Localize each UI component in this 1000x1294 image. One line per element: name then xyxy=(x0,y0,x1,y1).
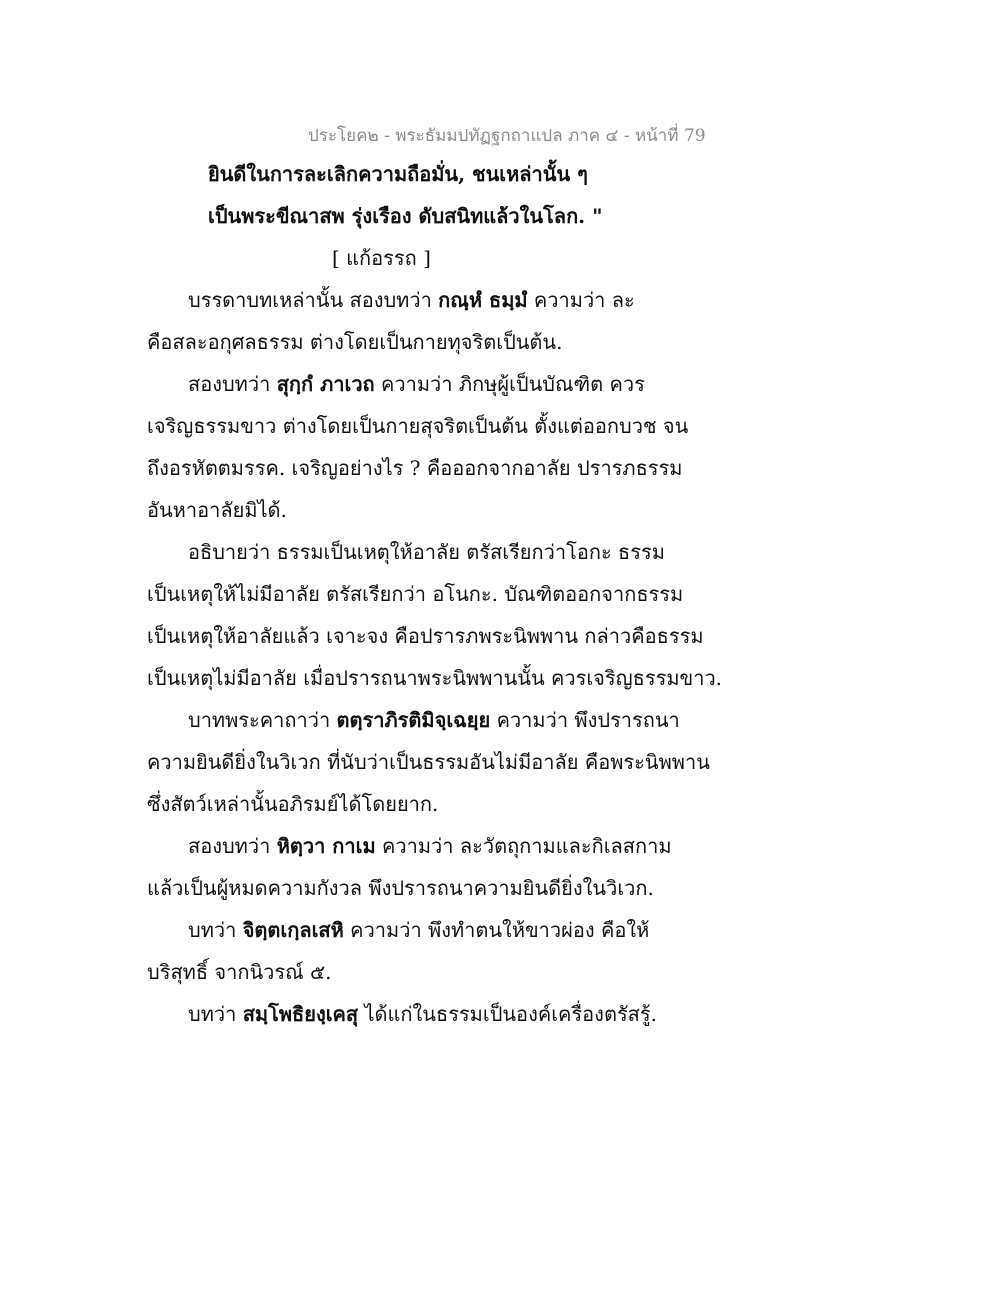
paragraph-6-line-2: บริสุทธิ์ จากนิวรณ์ ๕. xyxy=(147,960,332,984)
text: ความว่า ภิกษุผู้เป็นบัณฑิต ควร xyxy=(374,372,645,396)
paragraph-1-line-1 xyxy=(188,286,635,314)
paragraph-3-line-1: อธิบายว่า ธรรมเป็นเหตุให้อาลัย ตรัสเรียกว่าโอกะ ธรรม xyxy=(188,540,665,564)
paragraph-1-line-2: คือสละอกุศลธรรม ต่างโดยเป็นกายทุจริตเป็นต้น. xyxy=(147,330,563,354)
pali-term: กณฺหํ ธมฺมํ xyxy=(438,288,528,312)
pali-term: จิตฺตเกฺลเสหิ xyxy=(242,918,344,942)
text: ความว่า พึงทำตนให้ขาวผ่อง คือให้ xyxy=(343,918,650,942)
text: ได้แก่ในธรรมเป็นองค์เครื่องตรัสรู้. xyxy=(358,1002,657,1026)
verse-line-1: ยินดีในการละเลิกความถือมั่น, ชนเหล่านั้น ๆ xyxy=(208,162,588,186)
paragraph-4-line-3: ซึ่งสัตว์เหล่านั้นอภิรมย์ได้โดยยาก. xyxy=(147,792,439,816)
pali-term: ตตฺราภิรติมิจฺเฉยฺย xyxy=(336,708,491,732)
paragraph-7-line-1 xyxy=(188,1000,657,1028)
page-header: ประโยค๒ - พระธัมมปทัฏฐกถาแปล ภาค ๔ - หน้าที่ 79 xyxy=(308,126,706,146)
text: ความว่า พึงปรารถนา xyxy=(490,708,680,732)
paragraph-6-line-1 xyxy=(188,916,649,944)
paragraph-5-line-1 xyxy=(188,832,672,860)
paragraph-2-line-1 xyxy=(188,370,645,398)
text: บทว่า xyxy=(188,1002,243,1026)
paragraph-5-line-2: แล้วเป็นผู้หมดความกังวล พึงปรารถนาความยินดียิ่งในวิเวก. xyxy=(147,876,654,900)
text: บาทพระคาถาว่า xyxy=(188,708,337,732)
paragraph-3-line-4: เป็นเหตุไม่มีอาลัย เมื่อปรารถนาพระนิพพานนั้น ควรเจริญธรรมขาว. xyxy=(147,666,723,690)
text: สองบทว่า xyxy=(188,372,277,396)
paragraph-2-line-2: เจริญธรรมขาว ต่างโดยเป็นกายสุจริตเป็นต้น ตั้งแต่ออกบวช จน xyxy=(147,414,689,438)
text: บรรดาบทเหล่านั้น สองบทว่า xyxy=(188,288,439,312)
paragraph-2-line-4: อันหาอาลัยมิได้. xyxy=(147,498,287,522)
paragraph-3-line-2: เป็นเหตุให้ไม่มีอาลัย ตรัสเรียกว่า อโนกะ. บัณฑิตออกจากธรรม xyxy=(147,582,684,606)
text: สองบทว่า xyxy=(188,834,277,858)
text: บทว่า xyxy=(188,918,243,942)
pali-term: สมฺโพธิยงฺเคสุ xyxy=(242,1002,359,1026)
paragraph-4-line-1 xyxy=(188,706,680,734)
text: ความว่า ละวัตถุกามและกิเลสกาม xyxy=(375,834,672,858)
paragraph-4-line-2: ความยินดียิ่งในวิเวก ที่นับว่าเป็นธรรมอันไม่มีอาลัย คือพระนิพพาน xyxy=(147,750,710,774)
pali-term: หิตฺวา กาเม xyxy=(276,834,376,858)
text: ความว่า ละ xyxy=(527,288,635,312)
paragraph-2-line-3: ถึงอรหัตตมรรค. เจริญอย่างไร ? คือออกจากอาลัย ปรารภธรรม xyxy=(147,456,683,480)
verse-line-2: เป็นพระขีณาสพ รุ่งเรือง ดับสนิทแล้วในโลก. " xyxy=(208,204,603,228)
pali-term: สุกฺกํ ภาเวถ xyxy=(276,372,375,396)
section-title: [ แก้อรรถ ] xyxy=(332,246,431,270)
paragraph-3-line-3: เป็นเหตุให้อาลัยแล้ว เจาะจง คือปรารภพระนิพพาน กล่าวคือธรรม xyxy=(147,624,704,648)
